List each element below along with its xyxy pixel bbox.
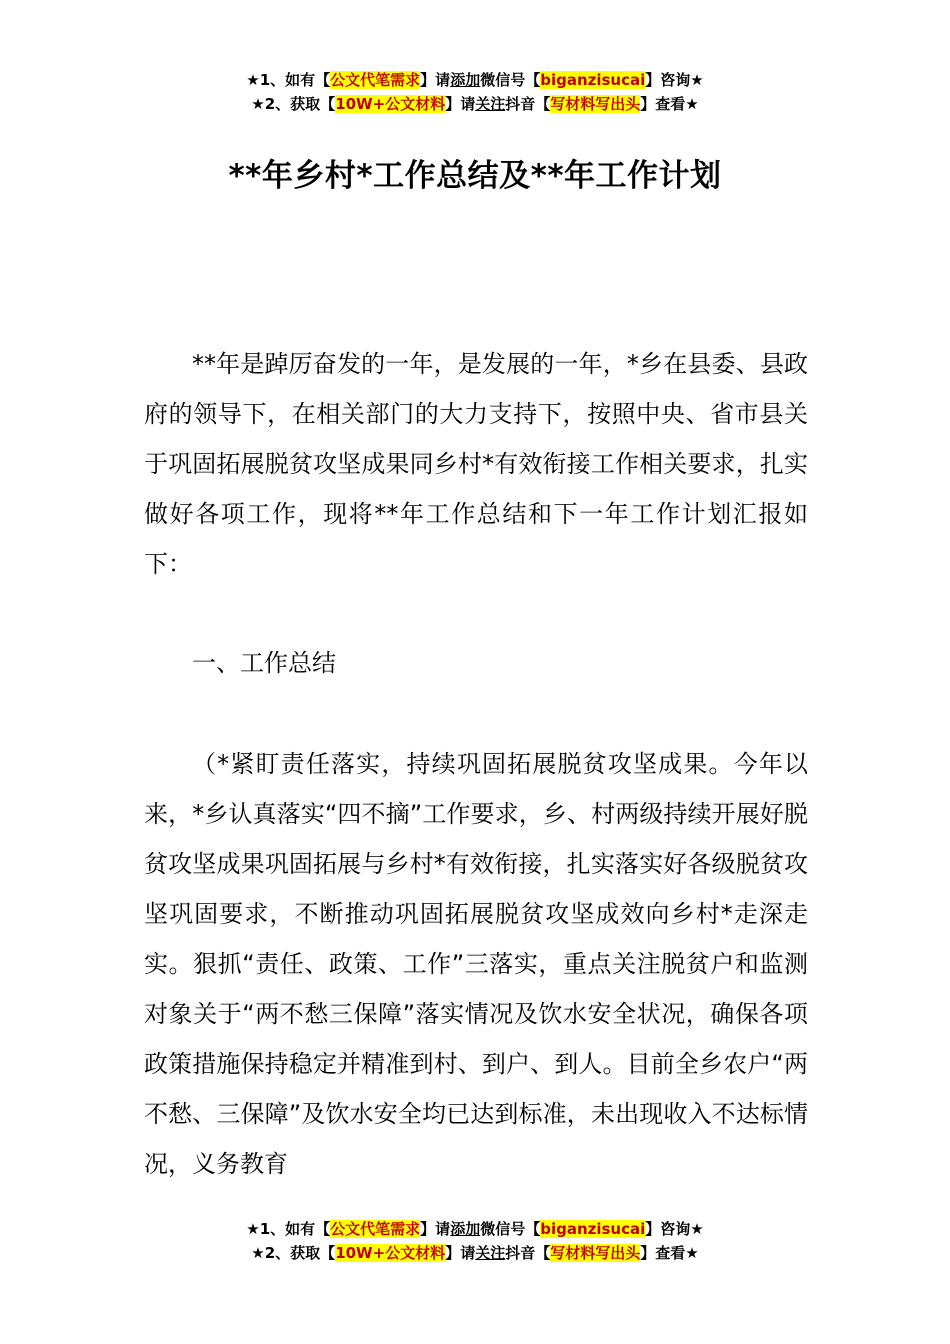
promo-text: 抖音【 — [505, 1244, 551, 1262]
top-promo-banner — [0, 68, 950, 116]
promo-highlight: 公文代笔需求 — [330, 1220, 421, 1238]
promo-text: ★1、如有【 — [246, 71, 331, 89]
section-heading-work-summary: 一、工作总结 — [192, 649, 336, 677]
promo-line-1 — [0, 1217, 950, 1241]
promo-text: 】请 — [420, 71, 451, 89]
promo-highlight: 10W+公文材料 — [335, 95, 446, 113]
promo-text: ★1、如有【 — [246, 1220, 331, 1238]
intro-block — [144, 339, 808, 589]
promo-text: ★2、获取【 — [251, 95, 336, 113]
promo-line-2 — [0, 1241, 950, 1265]
promo-text: 】请 — [420, 1220, 451, 1238]
promo-text: 】查看★ — [640, 1244, 699, 1262]
promo-underline: 添加 — [450, 1220, 481, 1238]
promo-underline: 关注 — [475, 95, 506, 113]
promo-underline: 关注 — [475, 1244, 506, 1262]
document-title: **年乡村*工作总结及**年工作计划 — [228, 158, 722, 194]
promo-highlight: 公文代笔需求 — [330, 71, 421, 89]
bottom-promo-banner — [0, 1217, 950, 1265]
intro-paragraph: **年是踔厉奋发的一年，是发展的一年，*乡在县委、县政府的领导下，在相关部门的大力支持下，按照中央、省市县关于巩固拓展脱贫攻坚成果同乡村*有效衔接工作相关要求，扎实做好各项工作，现将**年工作总结和下一年工作计划汇报如下： — [144, 350, 808, 578]
promo-highlight-douyin: 写材料写出头 — [550, 95, 641, 113]
promo-line-1 — [0, 68, 950, 92]
promo-line-2 — [0, 92, 950, 116]
promo-highlight-douyin: 写材料写出头 — [550, 1244, 641, 1262]
promo-text: 】咨询★ — [645, 1220, 704, 1238]
promo-text: 】请 — [445, 95, 476, 113]
promo-highlight-wechat: biganzisucai — [540, 71, 646, 89]
promo-text: 】咨询★ — [645, 71, 704, 89]
promo-text: ★2、获取【 — [251, 1244, 336, 1262]
promo-text: 微信号【 — [480, 71, 541, 89]
promo-underline: 添加 — [450, 71, 481, 89]
promo-text: 微信号【 — [480, 1220, 541, 1238]
promo-highlight: 10W+公文材料 — [335, 1244, 446, 1262]
promo-text: 抖音【 — [505, 95, 551, 113]
section-heading-block — [144, 638, 808, 688]
promo-highlight-wechat: biganzisucai — [540, 1220, 646, 1238]
body-paragraph-1: （*紧盯责任落实，持续巩固拓展脱贫攻坚成果。今年以来，*乡认真落实“四不摘”工作要求，乡、村两级持续开展好脱贫攻坚成果巩固拓展与乡村*有效衔接，扎实落实好各级脱贫攻坚巩固要求，不断推动巩固拓展脱贫攻坚成效向乡村*走深走实。狠抓“责任、政策、工作”三落实，重点关注脱贫户和监测对象关于“两不愁三保障”落实情况及饮水安全状况，确保各项政策措施保持稳定并精准到村、到户、到人。目前全乡农户“两不愁、三保障”及饮水安全均已达到标准，未出现收入不达标情况，义务教育 — [144, 750, 808, 1178]
promo-text: 】查看★ — [640, 95, 699, 113]
body-block — [144, 739, 808, 1189]
promo-text: 】请 — [445, 1244, 476, 1262]
